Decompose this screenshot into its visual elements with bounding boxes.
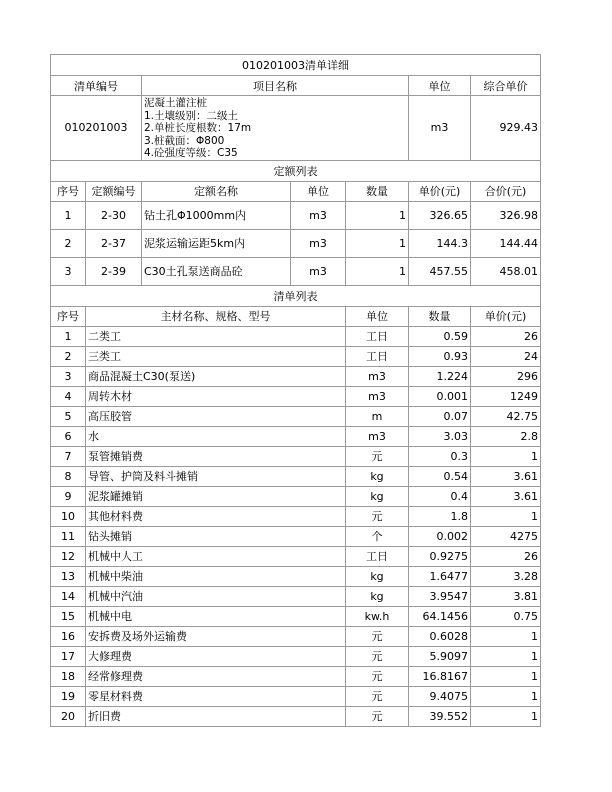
quota-col-price: 单价(元)	[409, 181, 471, 201]
quota-section-title: 定额列表	[51, 160, 541, 181]
material-row	[51, 566, 541, 586]
materials-section-title: 清单列表	[51, 285, 541, 306]
quota-no: 1	[51, 201, 86, 229]
material-row	[51, 346, 541, 366]
material-qty: 0.6028	[409, 626, 471, 646]
material-name: 泵管摊销费	[86, 446, 346, 466]
material-qty: 9.4075	[409, 686, 471, 706]
material-no: 4	[51, 386, 86, 406]
material-price: 1	[471, 646, 541, 666]
material-name: 高压胶管	[86, 406, 346, 426]
material-qty: 0.07	[409, 406, 471, 426]
material-name: 导管、护筒及料斗摊销	[86, 466, 346, 486]
material-no: 5	[51, 406, 86, 426]
material-no: 9	[51, 486, 86, 506]
material-unit: m	[346, 406, 409, 426]
material-name: 钻头摊销	[86, 526, 346, 546]
material-qty: 1.224	[409, 366, 471, 386]
material-price: 26	[471, 546, 541, 566]
material-name: 经常修理费	[86, 666, 346, 686]
quota-row	[51, 229, 541, 257]
quota-price: 326.65	[409, 201, 471, 229]
quota-total: 144.44	[471, 229, 541, 257]
quota-unit: m3	[291, 257, 346, 285]
material-price: 296	[471, 366, 541, 386]
material-price: 1	[471, 506, 541, 526]
material-qty: 1.6477	[409, 566, 471, 586]
material-name: 三类工	[86, 346, 346, 366]
material-unit: kw.h	[346, 606, 409, 626]
item-unit: m3	[409, 96, 471, 161]
material-name: 周转木材	[86, 386, 346, 406]
quota-no: 2	[51, 229, 86, 257]
quota-row	[51, 257, 541, 285]
material-name: 折旧费	[86, 706, 346, 726]
quota-name: 泥浆运输运距5km内	[142, 229, 291, 257]
material-row	[51, 466, 541, 486]
material-price: 1	[471, 446, 541, 466]
material-qty: 16.8167	[409, 666, 471, 686]
header-unit: 单位	[409, 76, 471, 96]
material-qty: 3.9547	[409, 586, 471, 606]
material-name: 商品混凝土C30(泵送)	[86, 366, 346, 386]
item-price: 929.43	[471, 96, 541, 161]
material-row	[51, 426, 541, 446]
material-unit: kg	[346, 586, 409, 606]
material-price: 3.61	[471, 486, 541, 506]
bill-detail-table	[50, 54, 541, 727]
material-no: 11	[51, 526, 86, 546]
material-name: 安拆费及场外运输费	[86, 626, 346, 646]
material-qty: 3.03	[409, 426, 471, 446]
item-name-line: 3.桩截面：Φ800	[144, 134, 225, 147]
quota-qty: 1	[346, 229, 409, 257]
quota-col-unit: 单位	[291, 181, 346, 201]
material-row	[51, 506, 541, 526]
item-name-line: 泥凝土灌注桩	[144, 97, 207, 109]
quota-code: 2-39	[86, 257, 142, 285]
quota-col-no: 序号	[51, 181, 86, 201]
material-name: 水	[86, 426, 346, 446]
material-no: 20	[51, 706, 86, 726]
material-price: 3.61	[471, 466, 541, 486]
header-price: 综合单价	[471, 76, 541, 96]
material-price: 0.75	[471, 606, 541, 626]
quota-col-qty: 数量	[346, 181, 409, 201]
material-name: 二类工	[86, 326, 346, 346]
material-row	[51, 646, 541, 666]
material-unit: kg	[346, 566, 409, 586]
material-unit: m3	[346, 366, 409, 386]
material-name: 大修理费	[86, 646, 346, 666]
material-price: 24	[471, 346, 541, 366]
material-row	[51, 526, 541, 546]
material-unit: 元	[346, 626, 409, 646]
material-price: 1	[471, 666, 541, 686]
item-name-line: 1.土壤级别：二级土	[144, 109, 239, 122]
mat-col-unit: 单位	[346, 306, 409, 326]
material-unit: 工日	[346, 546, 409, 566]
item-name-line: 4.砼强度等级：C35	[144, 147, 238, 159]
material-qty: 0.59	[409, 326, 471, 346]
material-no: 18	[51, 666, 86, 686]
header-name: 项目名称	[142, 76, 409, 96]
material-price: 1	[471, 626, 541, 646]
quota-qty: 1	[346, 257, 409, 285]
material-name: 其他材料费	[86, 506, 346, 526]
material-price: 2.8	[471, 426, 541, 446]
mat-col-name: 主材名称、规格、型号	[86, 306, 346, 326]
quota-unit: m3	[291, 201, 346, 229]
material-no: 10	[51, 506, 86, 526]
quota-name: 钻土孔Φ1000mm内	[142, 201, 291, 229]
quota-row	[51, 201, 541, 229]
material-unit: 工日	[346, 346, 409, 366]
material-row	[51, 706, 541, 726]
material-price: 3.81	[471, 586, 541, 606]
material-row	[51, 586, 541, 606]
quota-col-name: 定额名称	[142, 181, 291, 201]
material-qty: 1.8	[409, 506, 471, 526]
material-unit: 元	[346, 686, 409, 706]
item-code: 010201003	[51, 96, 142, 161]
quota-col-total: 合价(元)	[471, 181, 541, 201]
material-price: 1	[471, 706, 541, 726]
quota-price: 144.3	[409, 229, 471, 257]
material-unit: kg	[346, 466, 409, 486]
quota-total: 326.98	[471, 201, 541, 229]
material-price: 4275	[471, 526, 541, 546]
quota-total: 458.01	[471, 257, 541, 285]
material-row	[51, 386, 541, 406]
quota-name: C30土孔泵送商品砼	[142, 257, 291, 285]
material-price: 1	[471, 686, 541, 706]
material-unit: 元	[346, 646, 409, 666]
quota-code: 2-37	[86, 229, 142, 257]
material-no: 12	[51, 546, 86, 566]
quota-unit: m3	[291, 229, 346, 257]
material-price: 42.75	[471, 406, 541, 426]
material-no: 14	[51, 586, 86, 606]
header-code: 清单编号	[51, 76, 142, 96]
material-unit: m3	[346, 386, 409, 406]
material-unit: kg	[346, 486, 409, 506]
sheet-title: 010201003清单详细	[51, 55, 541, 76]
material-row	[51, 546, 541, 566]
material-row	[51, 666, 541, 686]
material-name: 机械中人工	[86, 546, 346, 566]
material-no: 7	[51, 446, 86, 466]
material-row	[51, 606, 541, 626]
material-price: 26	[471, 326, 541, 346]
item-name-line: 2.单桩长度根数：17m	[144, 122, 252, 134]
material-qty: 5.9097	[409, 646, 471, 666]
mat-col-qty: 数量	[409, 306, 471, 326]
material-no: 8	[51, 466, 86, 486]
quota-code: 2-30	[86, 201, 142, 229]
material-price: 3.28	[471, 566, 541, 586]
quota-no: 3	[51, 257, 86, 285]
material-qty: 0.4	[409, 486, 471, 506]
material-no: 17	[51, 646, 86, 666]
material-qty: 0.001	[409, 386, 471, 406]
material-unit: 元	[346, 506, 409, 526]
material-row	[51, 486, 541, 506]
material-name: 机械中柴油	[86, 566, 346, 586]
material-row	[51, 686, 541, 706]
material-qty: 39.552	[409, 706, 471, 726]
material-unit: 个	[346, 526, 409, 546]
material-price: 1249	[471, 386, 541, 406]
quota-qty: 1	[346, 201, 409, 229]
material-qty: 64.1456	[409, 606, 471, 626]
quota-price: 457.55	[409, 257, 471, 285]
material-no: 13	[51, 566, 86, 586]
material-unit: 元	[346, 446, 409, 466]
mat-col-price: 单价(元)	[471, 306, 541, 326]
material-qty: 0.002	[409, 526, 471, 546]
item-name	[142, 96, 409, 161]
material-no: 1	[51, 326, 86, 346]
material-name: 泥浆罐摊销	[86, 486, 346, 506]
material-unit: 元	[346, 666, 409, 686]
material-no: 19	[51, 686, 86, 706]
material-no: 16	[51, 626, 86, 646]
material-name: 零星材料费	[86, 686, 346, 706]
material-no: 6	[51, 426, 86, 446]
material-unit: 元	[346, 706, 409, 726]
material-qty: 0.3	[409, 446, 471, 466]
material-name: 机械中电	[86, 606, 346, 626]
material-unit: 工日	[346, 326, 409, 346]
material-row	[51, 326, 541, 346]
material-qty: 0.93	[409, 346, 471, 366]
material-row	[51, 366, 541, 386]
material-no: 2	[51, 346, 86, 366]
material-row	[51, 446, 541, 466]
material-unit: m3	[346, 426, 409, 446]
material-no: 3	[51, 366, 86, 386]
material-no: 15	[51, 606, 86, 626]
material-qty: 0.9275	[409, 546, 471, 566]
material-row	[51, 626, 541, 646]
material-row	[51, 406, 541, 426]
mat-col-no: 序号	[51, 306, 86, 326]
material-qty: 0.54	[409, 466, 471, 486]
quota-col-code: 定额编号	[86, 181, 142, 201]
material-name: 机械中汽油	[86, 586, 346, 606]
